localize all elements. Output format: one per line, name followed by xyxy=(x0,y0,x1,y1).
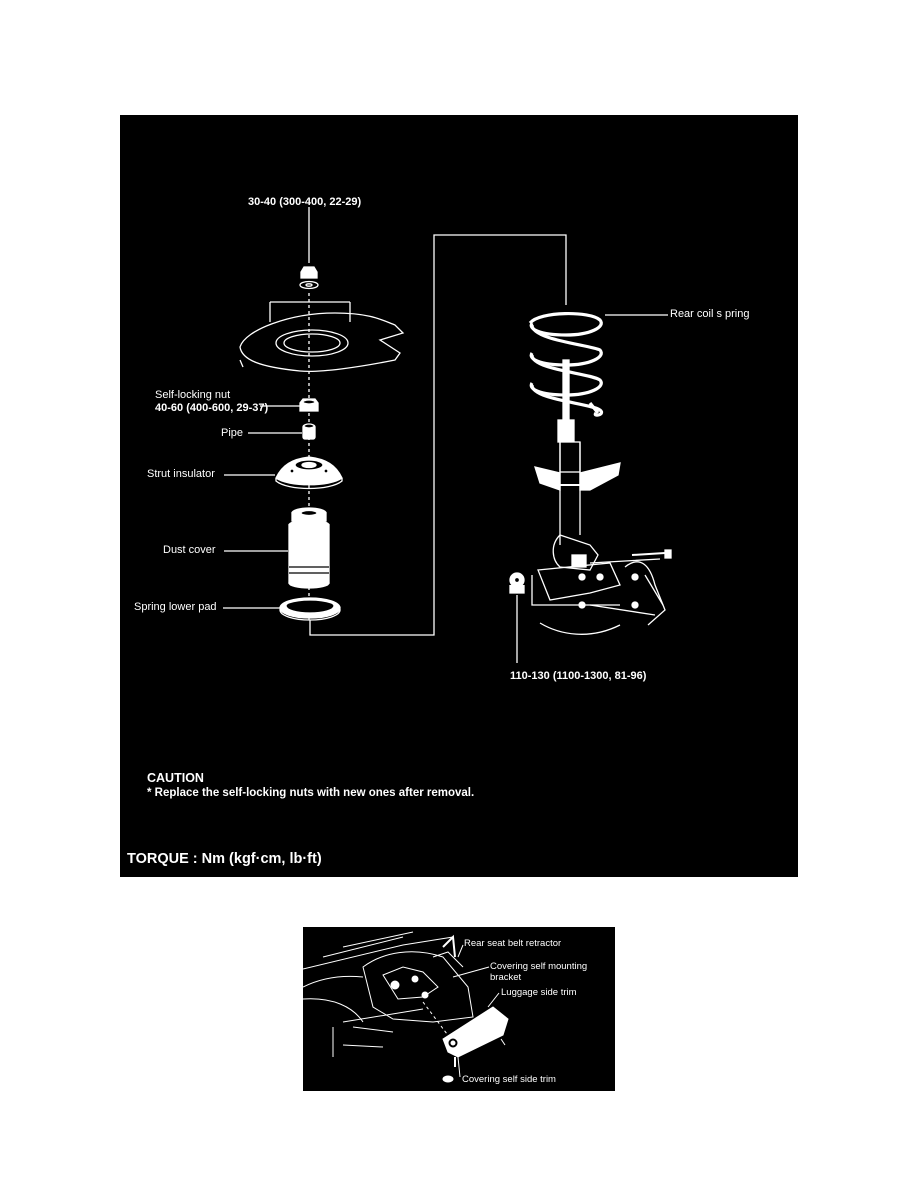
pipe-icon xyxy=(303,424,315,439)
covering-self-mounting-bracket-label-line2: bracket xyxy=(490,972,522,983)
top-nut-icon xyxy=(300,267,318,289)
covering-self-mounting-bracket-label: Covering self mounting xyxy=(490,961,588,972)
strut-assembly-diagram xyxy=(120,115,798,877)
strut-line-art xyxy=(120,115,798,877)
trim-line-art xyxy=(303,927,615,1091)
luggage-trim-diagram xyxy=(303,927,615,1091)
pipe-label: Pipe xyxy=(221,427,244,439)
assembly-bracket-line xyxy=(310,235,566,635)
caution-title: CAUTION xyxy=(147,771,204,785)
luggage-side-trim-label: Luggage side trim xyxy=(501,987,577,998)
self-locking-nut-label: Self-locking nut xyxy=(155,389,231,401)
dust-cover-label: Dust cover xyxy=(163,544,216,556)
covering-self-side-trim-label: Covering self side trim xyxy=(462,1074,556,1085)
strut-insulator-icon xyxy=(276,457,342,489)
caution-text: * Replace the self-locking nuts with new ones after removal. xyxy=(147,787,475,799)
self-locking-nut-icon xyxy=(300,399,318,411)
strut-insulator-label: Strut insulator xyxy=(147,468,215,480)
rear-coil-spring-label: Rear coil s pring xyxy=(670,308,750,320)
self-locking-nut-torque-label: 40-60 (400-600, 29-37) xyxy=(155,402,269,414)
torque-units-legend: TORQUE : Nm (kgf·cm, lb·ft) xyxy=(127,851,322,867)
top-nut-torque-label: 30-40 (300-400, 22-29) xyxy=(248,196,362,208)
strut-tower-panel-icon xyxy=(240,302,403,371)
spring-lower-pad-icon xyxy=(280,598,340,620)
spring-lower-pad-label: Spring lower pad xyxy=(134,601,217,613)
dust-cover-icon xyxy=(289,508,329,588)
strut-body-icon xyxy=(532,360,671,634)
side-nut-icon xyxy=(510,573,524,593)
rear-seat-belt-retractor-label: Rear seat belt retractor xyxy=(464,938,562,949)
strut-bolt-torque-label: 110-130 (1100-1300, 81-96) xyxy=(510,670,647,682)
